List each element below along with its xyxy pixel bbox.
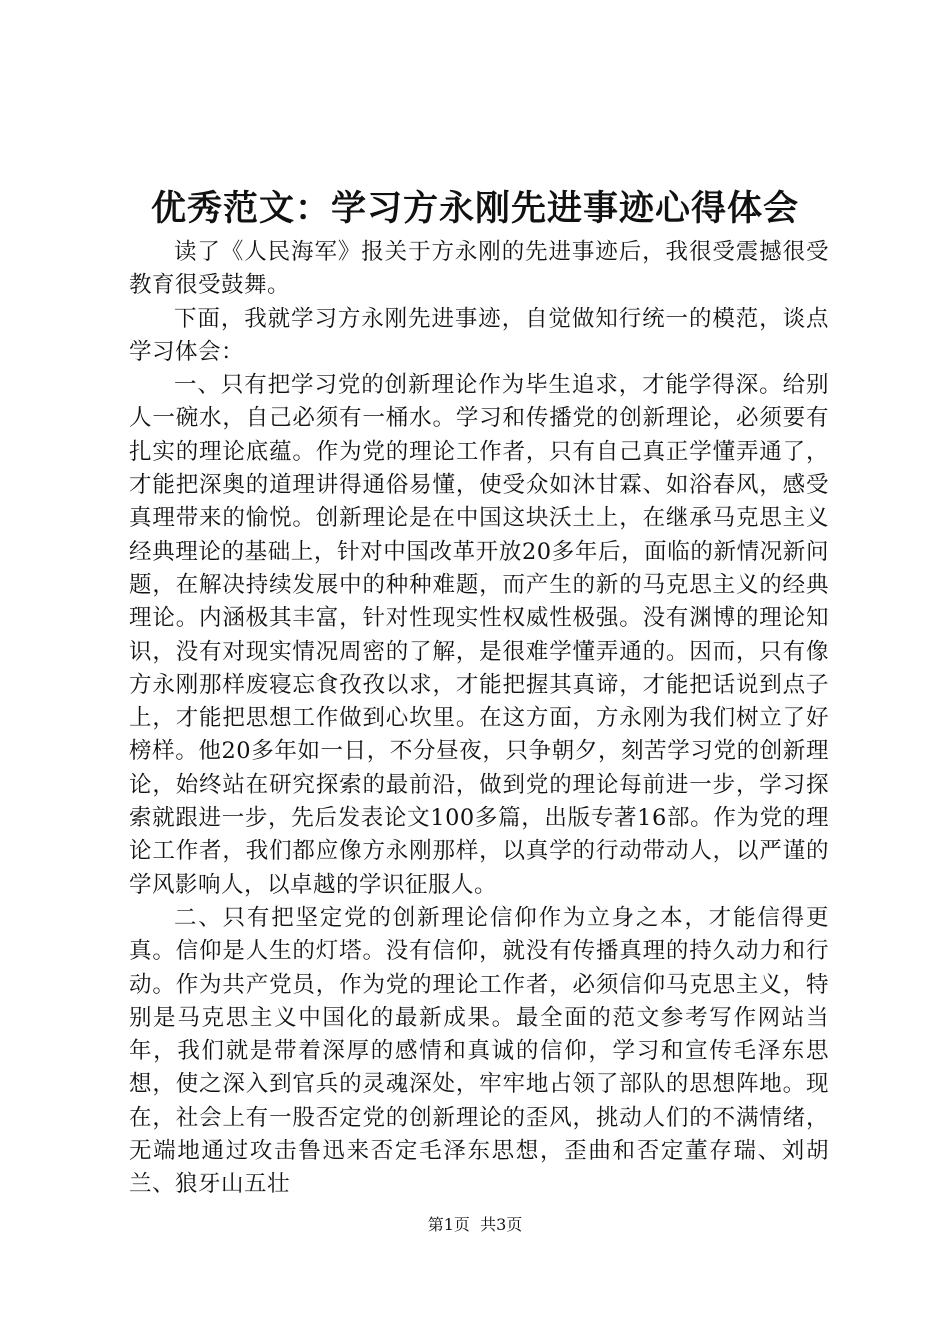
document-title: 优秀范文：学习方永刚先进事迹心得体会 [150, 188, 799, 229]
document-body [129, 236, 829, 1202]
paragraph-4: 二、只有把坚定党的创新理论信仰作为立身之本，才能信得更真。信仰是人生的灯塔。没有信仰，就没有传播真理的持久动力和行动。作为共产党员，作为党的理论工作者，必须信仰马克思主义，特别是马克思主义中国化的最新成果。最全面的范文参考写作网站当年，我们就是带着深厚的感情和真诚的信仰，学习和宣传毛泽东思想，使之深入到官兵的灵魂深处，牢牢地占领了部队的思想阵地。现在，社会上有一股否定党的创新理论的歪风，挑动人们的不满情绪，无端地通过攻击鲁迅来否定毛泽东思想，歪曲和否定董存瑞、刘胡兰、狼牙山五壮 [129, 904, 829, 1198]
paragraph-2: 下面，我就学习方永刚先进事迹，自觉做知行统一的模范，谈点学习体会： [129, 305, 829, 365]
page-number-footer: 第1页 共3页 [427, 1215, 523, 1234]
paragraph-3: 一、只有把学习党的创新理论作为毕生追求，才能学得深。给别人一碗水，自己必须有一桶水。学习和传播党的创新理论，必须要有扎实的理论底蕴。作为党的理论工作者，只有自己真正学懂弄通了，才能把深奥的道理讲得通俗易懂，使受众如沐甘霖、如浴春风，感受真理带来的愉悦。创新理论是在中国这块沃土上，在继承马克思主义经典理论的基础上，针对中国改革开放20多年后，面临的新情况新问题，在解决持续发展中的种种难题，而产生的新的马克思主义的经典理论。内涵极其丰富，针对性现实性权威性极强。没有渊博的理论知识，没有对现实情况周密的了解，是很难学懂弄通的。因而，只有像方永刚那样废寝忘食孜孜以求，才能把握其真谛，才能把话说到点子上，才能把思想工作做到心坎里。在这方面，方永刚为我们树立了好榜样。他20多年如一日，不分昼夜，只争朝夕，刻苦学习党的创新理论，始终站在研究探索的最前沿，做到党的理论每前进一步，学习探索就跟进一步，先后发表论文100多篇，出版专著16部。作为党的理论工作者，我们都应像方永刚那样，以真学的行动带动人，以严谨的学风影响人，以卓越的学识征服人。 [129, 372, 829, 898]
paragraph-1: 读了《人民海军》报关于方永刚的先进事迹后，我很受震撼很受教育很受鼓舞。 [129, 239, 829, 299]
